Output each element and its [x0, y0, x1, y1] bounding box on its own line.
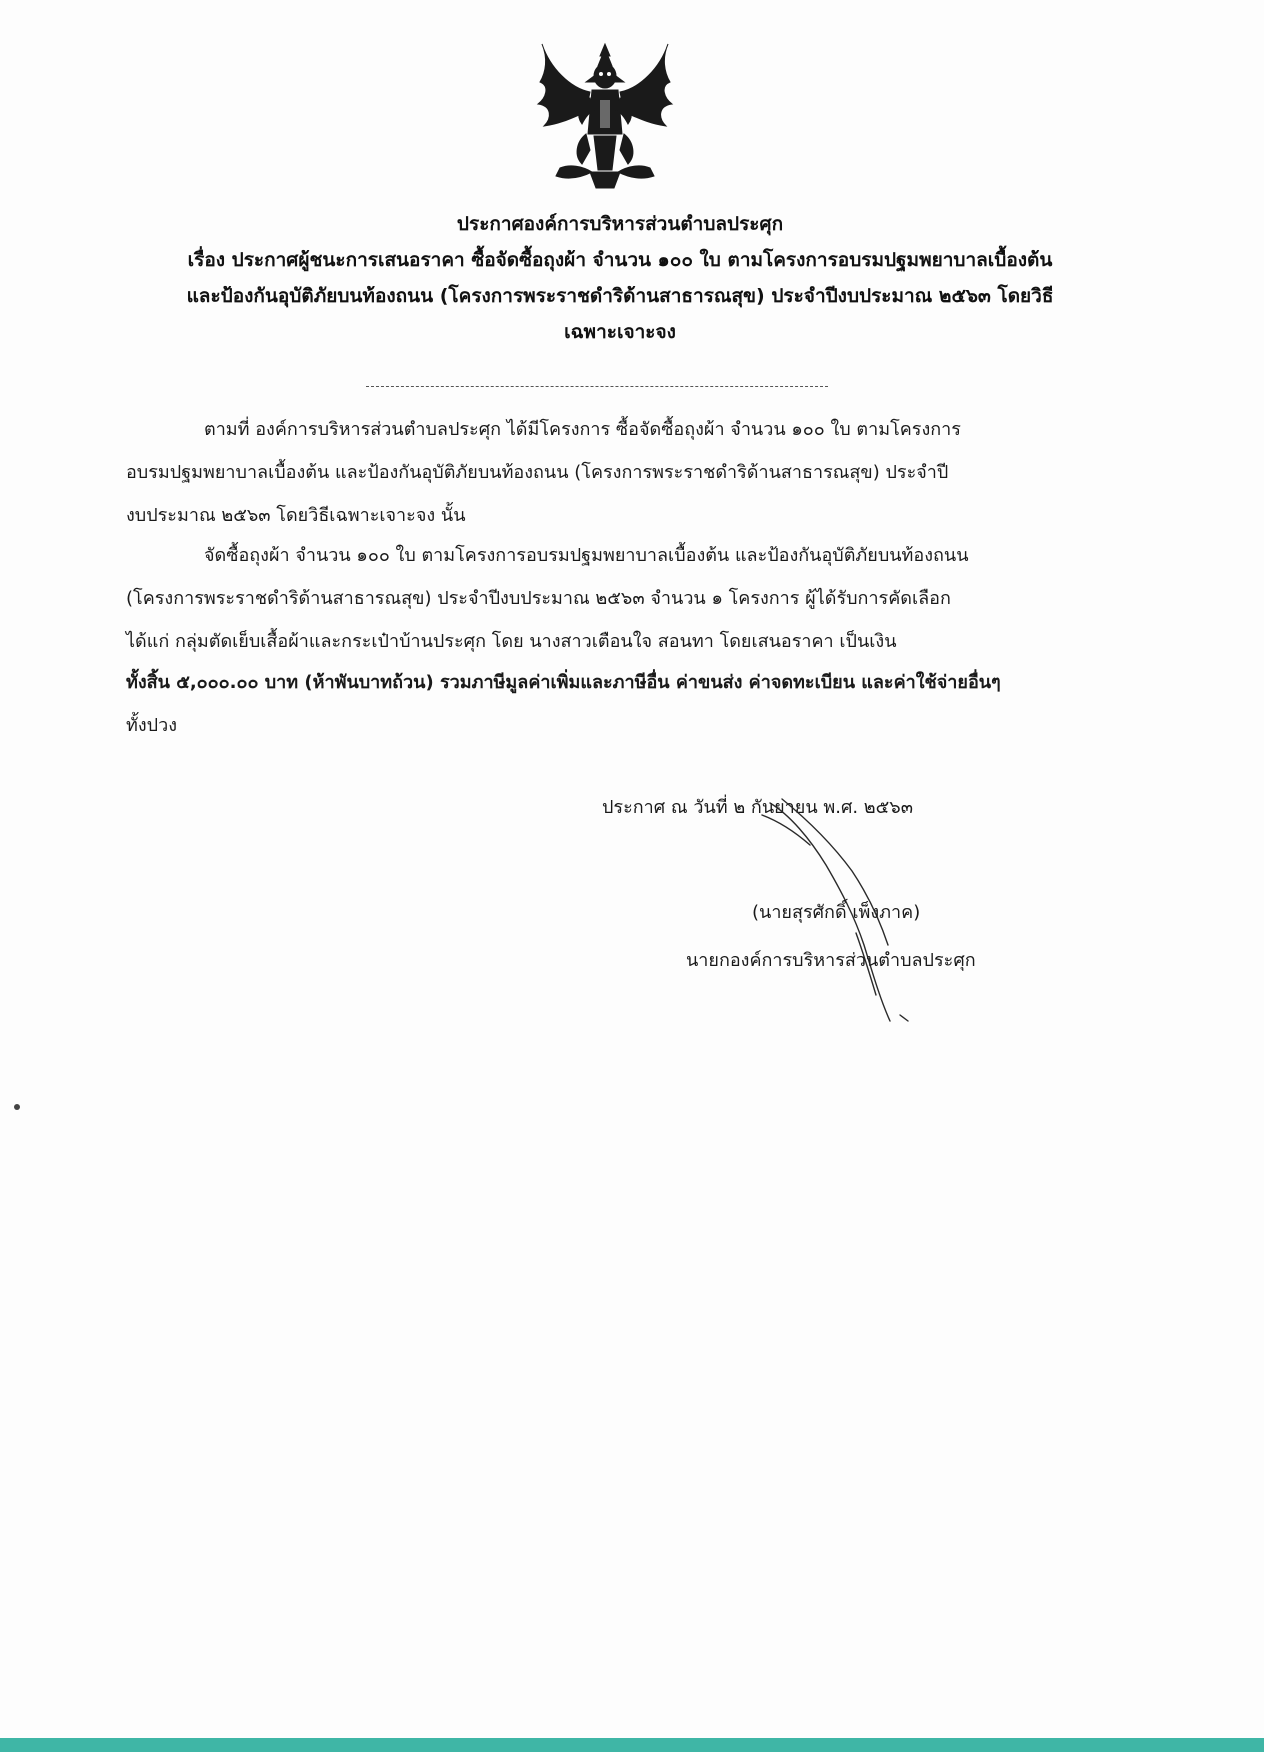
paragraph-line: ทั้งสิ้น ๕,๐๐๐.๐๐ บาท (ห้าพันบาทถ้วน) รวมภาษีมูลค่าเพิ่มและภาษีอื่น ค่าขนส่ง ค่าจดทะเบียน และค่าใช้จ่ายอื่นๆ: [126, 672, 1001, 693]
subject-line: เฉพาะเจาะจง: [564, 321, 676, 343]
paragraph-line: (โครงการพระราชดำริด้านสาธารณสุข) ประจำปีงบประมาณ ๒๕๖๓ จำนวน ๑ โครงการ ผู้ได้รับการคัดเลือก: [126, 588, 951, 609]
signer-position: นายกองค์การบริหารส่วนตำบลประศุก: [686, 950, 976, 971]
paragraph-line: ได้แก่ กลุ่มตัดเย็บเสื้อผ้าและกระเป๋าบ้านประศุก โดย นางสาวเตือนใจ สอนทา โดยเสนอราคา เป็นเงิน: [126, 631, 897, 652]
scan-edge-bar: [0, 1738, 1264, 1752]
scan-speck: [14, 1104, 20, 1110]
paragraph-line: ตามที่ องค์การบริหารส่วนตำบลประศุก ได้มีโครงการ ซื้อจัดซื้อถุงผ้า จำนวน ๑๐๐ ใบ ตามโครงการ: [204, 419, 961, 440]
subject-line: และป้องกันอุบัติภัยบนท้องถนน (โครงการพระราชดำริด้านสาธารณสุข) ประจำปีงบประมาณ ๒๕๖๓ โดยวิธี: [186, 285, 1054, 307]
signer-name: (นายสุรศักดิ์ เพ็งภาค): [752, 902, 921, 923]
section-divider: [366, 386, 828, 387]
garuda-emblem-icon: [530, 38, 680, 198]
paragraph-line: งบประมาณ ๒๕๖๓ โดยวิธีเฉพาะเจาะจง นั้น: [126, 505, 466, 526]
paragraph-line: ทั้งปวง: [126, 715, 177, 736]
announce-date: ประกาศ ณ วันที่ ๒ กันยายน พ.ศ. ๒๕๖๓: [602, 797, 914, 818]
subject-line: เรื่อง ประกาศผู้ชนะการเสนอราคา ซื้อจัดซื้อถุงผ้า จำนวน ๑๐๐ ใบ ตามโครงการอบรมปฐมพยาบาลเบื้องต้น: [187, 249, 1053, 271]
announcement-title: ประกาศองค์การบริหารส่วนตำบลประศุก: [456, 213, 784, 235]
paragraph-line: จัดซื้อถุงผ้า จำนวน ๑๐๐ ใบ ตามโครงการอบรมปฐมพยาบาลเบื้องต้น และป้องกันอุบัติภัยบนท้องถนน: [204, 545, 969, 566]
announcement-subject: [120, 242, 1120, 350]
paragraph-line: อบรมปฐมพยาบาลเบื้องต้น และป้องกันอุบัติภัยบนท้องถนน (โครงการพระราชดำริด้านสาธารณสุข) ประจำปี: [126, 462, 949, 483]
